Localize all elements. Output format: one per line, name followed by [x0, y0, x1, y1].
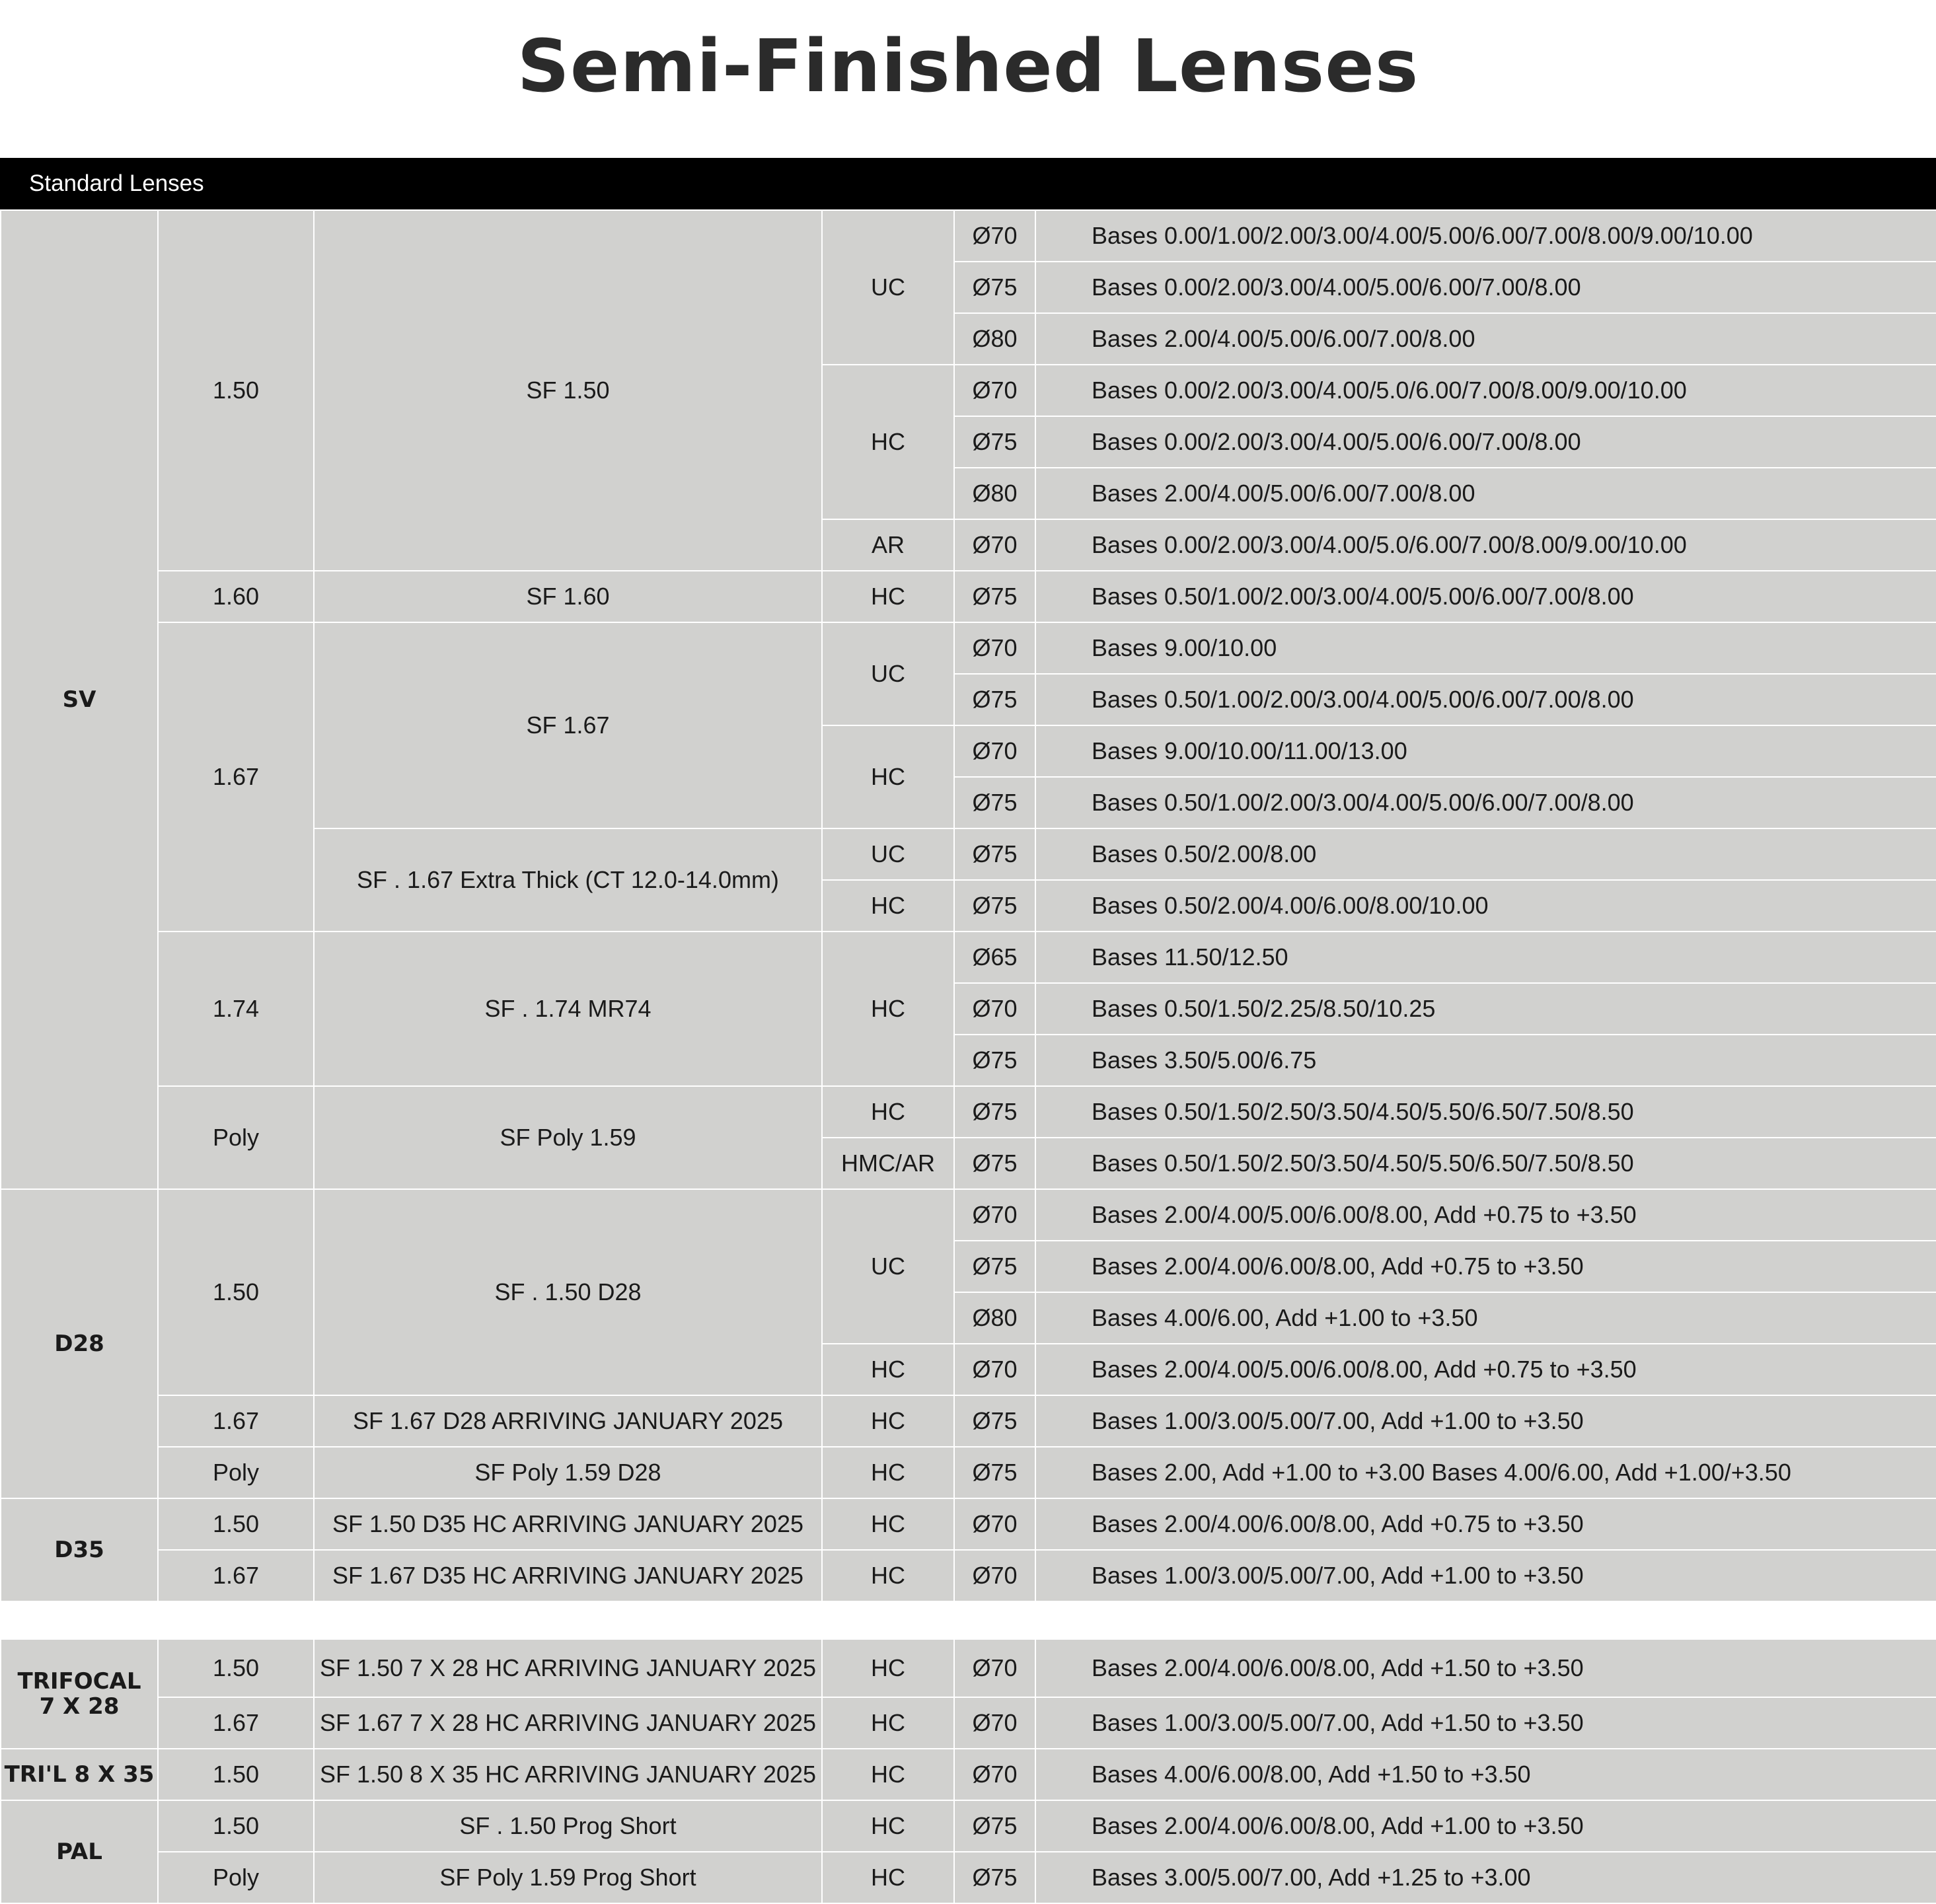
coating-cell: HC [822, 1639, 954, 1697]
diameter-cell: Ø70 [954, 1749, 1035, 1800]
bases-cell: Bases 2.00/4.00/6.00/8.00, Add +0.75 to +3.50 [1035, 1498, 1936, 1550]
diameter-cell: Ø70 [954, 1498, 1035, 1550]
diameter-cell: Ø80 [954, 313, 1035, 365]
product-cell: SF 1.50 [314, 210, 822, 571]
product-cell: SF . 1.74 MR74 [314, 932, 822, 1086]
coating-cell: UC [822, 1189, 954, 1344]
diameter-cell: Ø75 [954, 674, 1035, 725]
bases-cell: Bases 0.00/2.00/3.00/4.00/5.00/6.00/7.00/8.00 [1035, 262, 1936, 313]
bases-cell: Bases 2.00, Add +1.00 to +3.00 Bases 4.00/6.00, Add +1.00/+3.50 [1035, 1447, 1936, 1498]
bases-cell: Bases 0.00/2.00/3.00/4.00/5.0/6.00/7.00/8.00/9.00/10.00 [1035, 519, 1936, 571]
product-cell: SF 1.67 [314, 622, 822, 828]
category-cell [1, 1639, 158, 1749]
bases-cell: Bases 2.00/4.00/5.00/6.00/7.00/8.00 [1035, 313, 1936, 365]
bases-cell: Bases 1.00/3.00/5.00/7.00, Add +1.00 to +3.50 [1035, 1395, 1936, 1447]
category-cell: PAL [1, 1800, 158, 1903]
bases-cell: Bases 4.00/6.00, Add +1.00 to +3.50 [1035, 1292, 1936, 1344]
coating-cell: HC [822, 1800, 954, 1852]
category-cell: TRI'L 8 X 35 [1, 1749, 158, 1800]
coating-cell: HC [822, 571, 954, 622]
diameter-cell: Ø75 [954, 1086, 1035, 1138]
coating-cell: HC [822, 1749, 954, 1800]
product-cell: SF 1.60 [314, 571, 822, 622]
bases-cell: Bases 2.00/4.00/5.00/6.00/7.00/8.00 [1035, 468, 1936, 519]
diameter-cell: Ø75 [954, 880, 1035, 932]
diameter-cell: Ø75 [954, 1138, 1035, 1189]
index-cell: 1.50 [158, 1498, 314, 1550]
product-cell: SF Poly 1.59 [314, 1086, 822, 1189]
diameter-cell: Ø80 [954, 1292, 1035, 1344]
coating-cell: UC [822, 828, 954, 880]
bases-cell: Bases 0.50/2.00/4.00/6.00/8.00/10.00 [1035, 880, 1936, 932]
diameter-cell: Ø75 [954, 828, 1035, 880]
index-cell: Poly [158, 1086, 314, 1189]
bases-cell: Bases 9.00/10.00 [1035, 622, 1936, 674]
diameter-cell: Ø75 [954, 571, 1035, 622]
diameter-cell: Ø65 [954, 932, 1035, 983]
coating-cell: HC [822, 1395, 954, 1447]
diameter-cell: Ø75 [954, 1241, 1035, 1292]
bases-cell: Bases 2.00/4.00/6.00/8.00, Add +1.50 to +3.50 [1035, 1639, 1936, 1697]
diameter-cell: Ø70 [954, 519, 1035, 571]
bases-cell: Bases 11.50/12.50 [1035, 932, 1936, 983]
product-cell: SF 1.50 8 X 35 HC ARRIVING JANUARY 2025 [314, 1749, 822, 1800]
coating-cell: HC [822, 365, 954, 519]
bases-cell: Bases 0.00/2.00/3.00/4.00/5.0/6.00/7.00/8.00/9.00/10.00 [1035, 365, 1936, 416]
diameter-cell: Ø70 [954, 1189, 1035, 1241]
coating-cell: HC [822, 725, 954, 828]
bases-cell: Bases 0.50/2.00/8.00 [1035, 828, 1936, 880]
lens-table-main [0, 209, 1936, 1602]
diameter-cell: Ø75 [954, 1852, 1035, 1903]
bases-cell: Bases 1.00/3.00/5.00/7.00, Add +1.50 to +3.50 [1035, 1697, 1936, 1749]
product-cell: SF 1.50 D35 HC ARRIVING JANUARY 2025 [314, 1498, 822, 1550]
coating-cell: HC [822, 880, 954, 932]
table-row [1, 1086, 1936, 1138]
index-cell: 1.74 [158, 932, 314, 1086]
diameter-cell: Ø75 [954, 1800, 1035, 1852]
coating-cell: HC [822, 1852, 954, 1903]
index-cell: 1.60 [158, 571, 314, 622]
diameter-cell: Ø75 [954, 1395, 1035, 1447]
table-row [1, 1697, 1936, 1749]
product-cell: SF 1.67 7 X 28 HC ARRIVING JANUARY 2025 [314, 1697, 822, 1749]
bases-cell: Bases 3.00/5.00/7.00, Add +1.25 to +3.00 [1035, 1852, 1936, 1903]
diameter-cell: Ø70 [954, 1344, 1035, 1395]
product-cell: SF . 1.50 Prog Short [314, 1800, 822, 1852]
diameter-cell: Ø70 [954, 983, 1035, 1035]
category-cell: D28 [1, 1189, 158, 1498]
page-title: Semi-Finished Lenses [517, 24, 1419, 108]
table-row [1, 1550, 1936, 1601]
index-cell: 1.67 [158, 1550, 314, 1601]
table-row [1, 1447, 1936, 1498]
diameter-cell: Ø70 [954, 365, 1035, 416]
diameter-cell: Ø70 [954, 725, 1035, 777]
bases-cell: Bases 2.00/4.00/5.00/6.00/8.00, Add +0.75 to +3.50 [1035, 1344, 1936, 1395]
table-row [1, 1639, 1936, 1697]
coating-cell: AR [822, 519, 954, 571]
bases-cell: Bases 4.00/6.00/8.00, Add +1.50 to +3.50 [1035, 1749, 1936, 1800]
diameter-cell: Ø75 [954, 262, 1035, 313]
table-row [1, 1749, 1936, 1800]
bases-cell: Bases 0.50/1.00/2.00/3.00/4.00/5.00/6.00/7.00/8.00 [1035, 674, 1936, 725]
coating-cell: UC [822, 210, 954, 365]
bases-cell: Bases 0.50/1.50/2.50/3.50/4.50/5.50/6.50/7.50/8.50 [1035, 1086, 1936, 1138]
coating-cell: UC [822, 622, 954, 725]
product-cell: SF Poly 1.59 D28 [314, 1447, 822, 1498]
category-line: 7 X 28 [39, 1693, 120, 1720]
bases-cell: Bases 0.50/1.50/2.25/8.50/10.25 [1035, 983, 1936, 1035]
product-cell: SF 1.50 7 X 28 HC ARRIVING JANUARY 2025 [314, 1639, 822, 1697]
table-row [1, 1498, 1936, 1550]
product-cell: SF . 1.50 D28 [314, 1189, 822, 1395]
table-row [1, 1852, 1936, 1903]
index-cell: 1.67 [158, 622, 314, 932]
product-cell: SF 1.67 D35 HC ARRIVING JANUARY 2025 [314, 1550, 822, 1601]
bases-cell: Bases 2.00/4.00/6.00/8.00, Add +0.75 to +3.50 [1035, 1241, 1936, 1292]
index-cell: 1.50 [158, 1749, 314, 1800]
section-header: Standard Lenses [0, 158, 1936, 209]
bases-cell: Bases 0.00/1.00/2.00/3.00/4.00/5.00/6.00/7.00/8.00/9.00/10.00 [1035, 210, 1936, 262]
product-cell: SF 1.67 D28 ARRIVING JANUARY 2025 [314, 1395, 822, 1447]
index-cell: Poly [158, 1852, 314, 1903]
diameter-cell: Ø70 [954, 1697, 1035, 1749]
index-cell: 1.50 [158, 210, 314, 571]
table-row [1, 1189, 1936, 1241]
table-row [1, 622, 1936, 674]
index-cell: 1.50 [158, 1800, 314, 1852]
coating-cell: HMC/AR [822, 1138, 954, 1189]
bases-cell: Bases 0.50/1.00/2.00/3.00/4.00/5.00/6.00/7.00/8.00 [1035, 571, 1936, 622]
product-cell: SF . 1.67 Extra Thick (CT 12.0-14.0mm) [314, 828, 822, 932]
table-row [1, 932, 1936, 983]
coating-cell: HC [822, 1550, 954, 1601]
diameter-cell: Ø70 [954, 622, 1035, 674]
diameter-cell: Ø75 [954, 416, 1035, 468]
bases-cell: Bases 2.00/4.00/6.00/8.00, Add +1.00 to +3.50 [1035, 1800, 1936, 1852]
bases-cell: Bases 0.50/1.00/2.00/3.00/4.00/5.00/6.00/7.00/8.00 [1035, 777, 1936, 828]
bases-cell: Bases 0.00/2.00/3.00/4.00/5.00/6.00/7.00/8.00 [1035, 416, 1936, 468]
index-cell: 1.50 [158, 1189, 314, 1395]
diameter-cell: Ø70 [954, 1639, 1035, 1697]
coating-cell: HC [822, 1498, 954, 1550]
diameter-cell: Ø70 [954, 1550, 1035, 1601]
category-line: TRIFOCAL [17, 1668, 141, 1695]
bases-cell: Bases 0.50/1.50/2.50/3.50/4.50/5.50/6.50/7.50/8.50 [1035, 1138, 1936, 1189]
diameter-cell: Ø80 [954, 468, 1035, 519]
index-cell: Poly [158, 1447, 314, 1498]
index-cell: 1.50 [158, 1639, 314, 1697]
lens-table-secondary [0, 1638, 1936, 1904]
bases-cell: Bases 1.00/3.00/5.00/7.00, Add +1.00 to +3.50 [1035, 1550, 1936, 1601]
category-cell: SV [1, 210, 158, 1189]
index-cell: 1.67 [158, 1697, 314, 1749]
table-row [1, 210, 1936, 262]
index-cell: 1.67 [158, 1395, 314, 1447]
bases-cell: Bases 2.00/4.00/5.00/6.00/8.00, Add +0.75 to +3.50 [1035, 1189, 1936, 1241]
coating-cell: HC [822, 1086, 954, 1138]
table-row [1, 1395, 1936, 1447]
diameter-cell: Ø70 [954, 210, 1035, 262]
coating-cell: HC [822, 1697, 954, 1749]
category-cell: D35 [1, 1498, 158, 1601]
diameter-cell: Ø75 [954, 1447, 1035, 1498]
diameter-cell: Ø75 [954, 1035, 1035, 1086]
bases-cell: Bases 9.00/10.00/11.00/13.00 [1035, 725, 1936, 777]
coating-cell: HC [822, 1344, 954, 1395]
coating-cell: HC [822, 1447, 954, 1498]
diameter-cell: Ø75 [954, 777, 1035, 828]
table-row [1, 1800, 1936, 1852]
coating-cell: HC [822, 932, 954, 1086]
product-cell: SF Poly 1.59 Prog Short [314, 1852, 822, 1903]
bases-cell: Bases 3.50/5.00/6.75 [1035, 1035, 1936, 1086]
table-row [1, 571, 1936, 622]
